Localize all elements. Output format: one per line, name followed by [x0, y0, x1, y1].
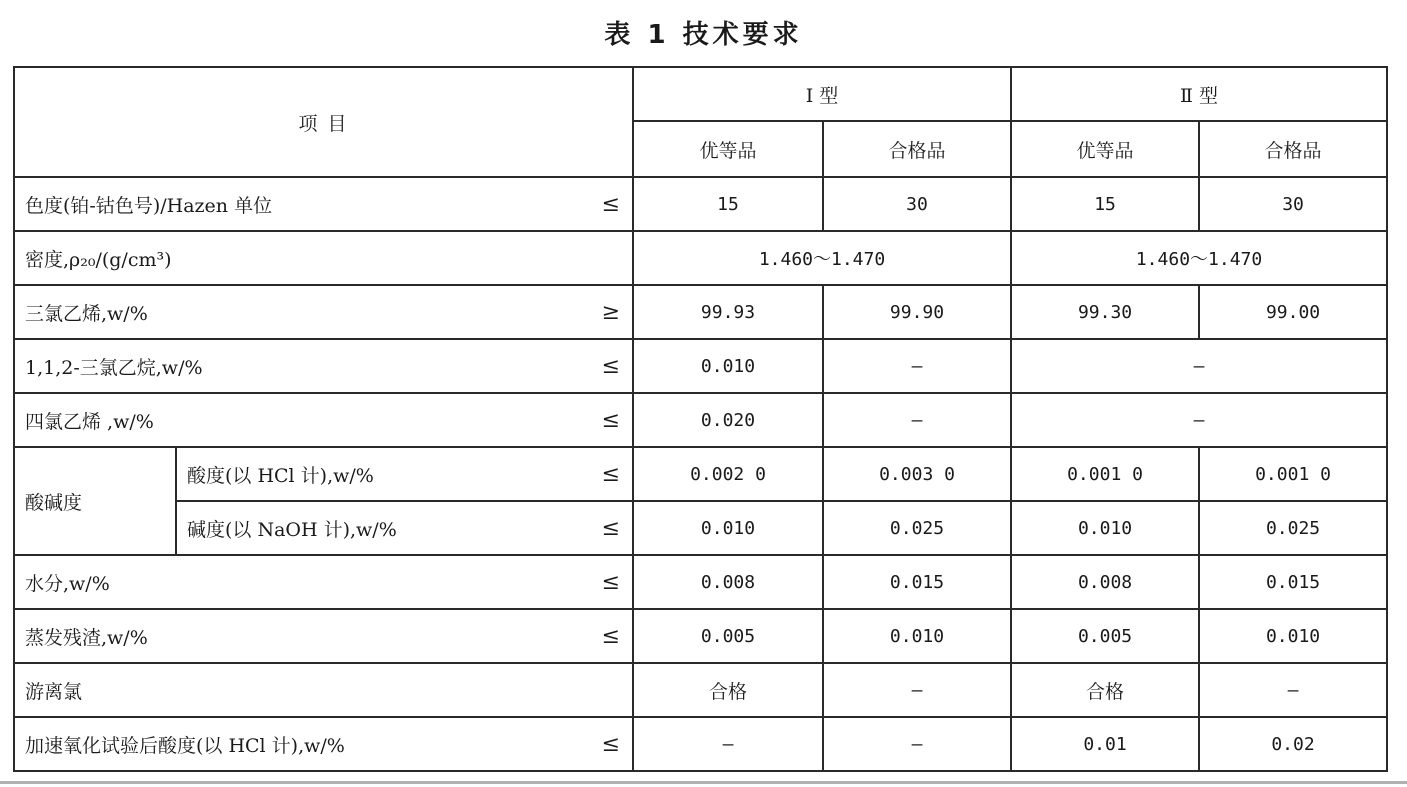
cell-value: 0.008: [633, 555, 823, 609]
cell-value: 0.015: [1199, 555, 1387, 609]
row-operator: ≤: [601, 407, 621, 433]
table-row: [14, 501, 1387, 555]
row-operator: ≤: [601, 623, 621, 649]
cell-value: 0.020: [633, 393, 823, 447]
cell-value: 0.010: [633, 501, 823, 555]
cell-value: 0.015: [823, 555, 1011, 609]
cell-value: —: [823, 393, 1011, 447]
table-row: [14, 447, 1387, 501]
header-t1-grade-b: 合格品: [823, 121, 1011, 177]
cell-value: 0.005: [633, 609, 823, 663]
header-type-1: Ⅰ 型: [633, 67, 1011, 121]
table-row: [14, 231, 1387, 285]
header-t2-grade-a: 优等品: [1011, 121, 1199, 177]
cell-value-type1: 1.460～1.470: [633, 231, 1011, 285]
cell-value: 99.00: [1199, 285, 1387, 339]
cell-value-type2: —: [1011, 339, 1387, 393]
row-item-label: 酸度(以 HCl 计),w/%: [187, 464, 374, 487]
cell-value: 99.30: [1011, 285, 1199, 339]
row-operator: ≤: [601, 461, 621, 487]
page-bottom-divider: [0, 781, 1407, 784]
cell-value: 0.010: [1199, 609, 1387, 663]
table-row: [14, 717, 1387, 771]
cell-value: —: [823, 339, 1011, 393]
cell-value: 0.003 0: [823, 447, 1011, 501]
row-item-label: 加速氧化试验后酸度(以 HCl 计),w/%: [25, 734, 345, 757]
row-operator: ≤: [601, 353, 621, 379]
cell-value: 0.010: [1011, 501, 1199, 555]
cell-value: —: [823, 717, 1011, 771]
row-item-label: 水分,w/%: [25, 572, 110, 595]
cell-value: 合格: [1011, 663, 1199, 717]
cell-value-type2: —: [1011, 393, 1387, 447]
cell-value: 0.010: [823, 609, 1011, 663]
cell-value: 合格: [633, 663, 823, 717]
table-row: [14, 393, 1387, 447]
cell-value: —: [823, 663, 1011, 717]
row-item-label: 蒸发残渣,w/%: [25, 626, 148, 649]
row-item-label: 色度(铂-钴色号)/Hazen 单位: [25, 194, 273, 217]
cell-value: 0.025: [823, 501, 1011, 555]
cell-value: 30: [1199, 177, 1387, 231]
table-row: [14, 285, 1387, 339]
header-type-2: Ⅱ 型: [1011, 67, 1387, 121]
row-operator: ≤: [601, 191, 621, 217]
cell-value: 0.001 0: [1199, 447, 1387, 501]
row-operator: ≥: [601, 299, 621, 325]
cell-value: 0.010: [633, 339, 823, 393]
header-item: 项 目: [14, 67, 633, 177]
table-row: [14, 555, 1387, 609]
cell-value: 30: [823, 177, 1011, 231]
row-item-label: 三氯乙烯,w/%: [25, 302, 148, 325]
cell-value: 99.90: [823, 285, 1011, 339]
table-row: [14, 177, 1387, 231]
row-group-label: 酸碱度: [14, 447, 176, 555]
cell-value: 0.02: [1199, 717, 1387, 771]
cell-value: 0.025: [1199, 501, 1387, 555]
technical-requirements-table: [13, 66, 1388, 772]
row-operator: ≤: [601, 731, 621, 757]
cell-value-type2: 1.460～1.470: [1011, 231, 1387, 285]
row-item-label: 碱度(以 NaOH 计),w/%: [187, 518, 397, 541]
cell-value: 0.008: [1011, 555, 1199, 609]
cell-value: 0.005: [1011, 609, 1199, 663]
cell-value: 0.001 0: [1011, 447, 1199, 501]
header-t1-grade-a: 优等品: [633, 121, 823, 177]
cell-value: 0.002 0: [633, 447, 823, 501]
cell-value: 15: [1011, 177, 1199, 231]
header-row-1: [14, 67, 1387, 121]
row-item-label: 密度,ρ₂₀/(g/cm³): [25, 248, 172, 271]
header-t2-grade-b: 合格品: [1199, 121, 1387, 177]
table-row: [14, 663, 1387, 717]
row-operator: ≤: [601, 569, 621, 595]
cell-value: 0.01: [1011, 717, 1199, 771]
table-title: 表 1 技术要求: [604, 20, 803, 50]
cell-value: —: [633, 717, 823, 771]
table-row: [14, 339, 1387, 393]
row-item-label: 游离氯: [25, 680, 83, 703]
cell-value: —: [1199, 663, 1387, 717]
cell-value: 15: [633, 177, 823, 231]
row-operator: ≤: [601, 515, 621, 541]
row-item-label: 四氯乙烯 ,w/%: [25, 410, 154, 433]
table-row: [14, 609, 1387, 663]
cell-value: 99.93: [633, 285, 823, 339]
row-item-label: 1,1,2-三氯乙烷,w/%: [25, 356, 203, 379]
